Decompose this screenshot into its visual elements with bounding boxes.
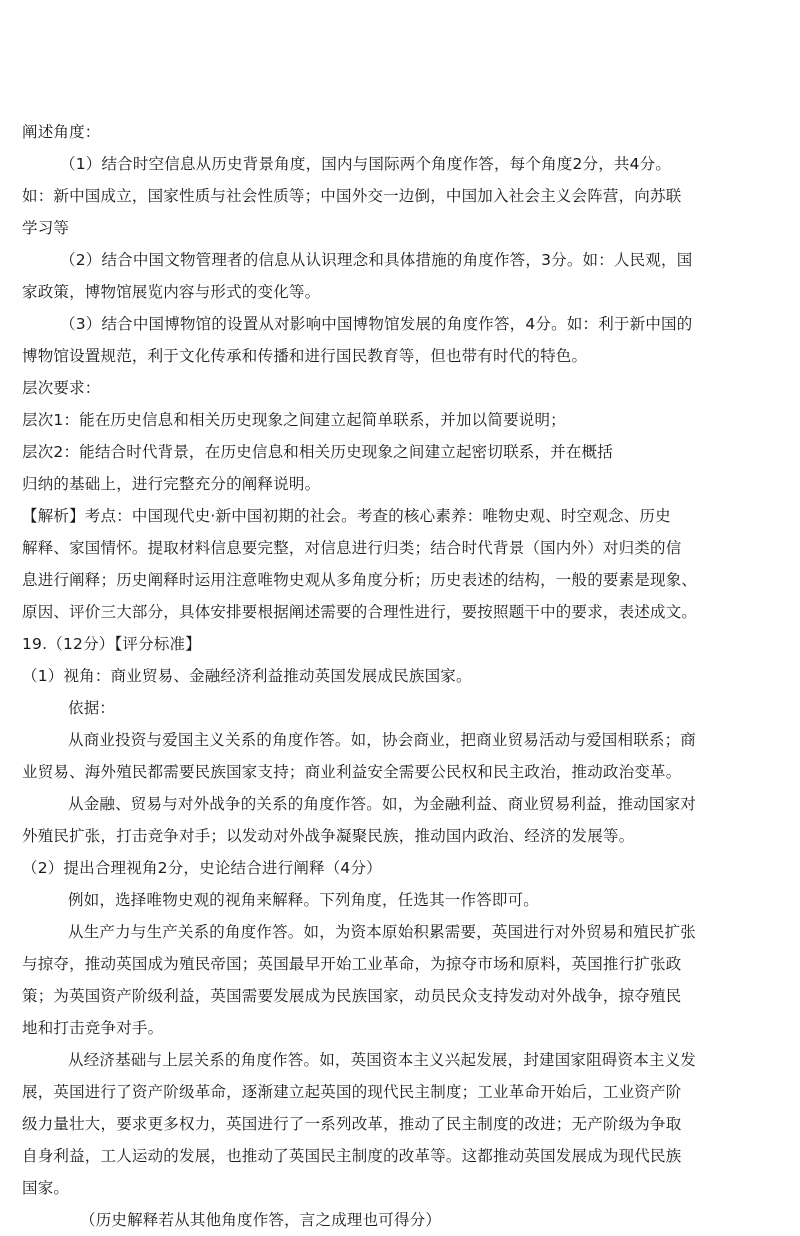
- analysis-line-2: 解释、家国情怀。提取材料信息要完整，对信息进行归类；结合时代背景（国内外）对归类的信: [22, 539, 682, 557]
- q19-angle-productivity-3: 策；为英国资产阶级利益，英国需要发展成为民族国家，动员民众支持发动对外战争，掠夺殖民: [22, 987, 682, 1005]
- q19-angle-base-5: 国家。: [22, 1179, 70, 1197]
- q19-basis-2-cont: 外殖民扩张，打击竞争对手；以发动对外战争凝聚民族，推动国内政治、经济的发展等。: [22, 827, 635, 845]
- angle-1-example: 如：新中国成立，国家性质与社会性质等；中国外交一边倒，中国加入社会主义会阵营，向苏联: [22, 187, 682, 205]
- q19-basis-label: 依据：: [68, 699, 116, 717]
- q19-angle-base-3: 级力量壮大，要求更多权力，英国进行了一系列改革，推动了民主制度的改进；无产阶级为争取: [22, 1115, 682, 1133]
- angle-1-example-cont: 学习等: [22, 219, 70, 237]
- q19-angle-productivity-4: 地和打击竞争对手。: [22, 1019, 164, 1037]
- q19-basis-1: 从商业投资与爱国主义关系的角度作答。如，协会商业，把商业贸易活动与爱国相联系；商: [68, 731, 697, 749]
- q19-note: （历史解释若从其他角度作答，言之成理也可得分）: [80, 1211, 442, 1229]
- q19-basis-2: 从金融、贸易与对外战争的关系的角度作答。如，为金融利益、商业贸易利益，推动国家对: [68, 795, 697, 813]
- level-2: 层次2：能结合时代背景，在历史信息和相关历史现象之间建立起密切联系，并在概括: [22, 443, 613, 461]
- angle-2-cont: 家政策，博物馆展览内容与形式的变化等。: [22, 283, 321, 301]
- heading-elaboration-angles: 阐述角度：: [22, 123, 101, 141]
- angle-3: （3）结合中国博物馆的设置从对影响中国博物馆发展的角度作答，4分。如：利于新中国的: [60, 315, 693, 333]
- question-19-title: 19.（12分）【评分标准】: [22, 635, 201, 653]
- angle-2: （2）结合中国文物管理者的信息从认识理念和具体措施的角度作答，3分。如：人民观，国: [60, 251, 693, 269]
- q19-part-2: （2）提出合理视角2分，史论结合进行阐释（4分）: [22, 859, 382, 877]
- analysis-line-1: 【解析】考点：中国现代史·新中国初期的社会。考查的核心素养：唯物史观、时空观念、历史: [22, 507, 671, 525]
- analysis-line-3: 息进行阐释；历史阐释时运用注意唯物史观从多角度分析；历史表述的结构，一般的要素是现象、: [22, 571, 698, 589]
- q19-perspective: （1）视角：商业贸易、金融经济利益推动英国发展成民族国家。: [22, 667, 472, 685]
- angle-1: （1）结合时空信息从历史背景角度，国内与国际两个角度作答，每个角度2分，共4分。: [60, 155, 672, 173]
- q19-basis-1-cont: 业贸易、海外殖民都需要民族国家支持；商业利益安全需要公民权和民主政治，推动政治变革。: [22, 763, 682, 781]
- q19-angle-base-2: 展，英国进行了资产阶级革命，逐渐建立起英国的现代民主制度；工业革命开始后，工业资产阶: [22, 1083, 682, 1101]
- heading-level-requirements: 层次要求：: [22, 379, 101, 397]
- level-2-cont: 归纳的基础上，进行完整充分的阐释说明。: [22, 475, 321, 493]
- analysis-line-4: 原因、评价三大部分，具体安排要根据阐述需要的合理性进行，要按照题干中的要求，表述成文。: [22, 603, 698, 621]
- q19-angle-productivity-2: 与掠夺，推动英国成为殖民帝国；英国最早开始工业革命，为掠夺市场和原料，英国推行扩张政: [22, 955, 682, 973]
- q19-angle-productivity: 从生产力与生产关系的角度作答。如，为资本原始积累需要，英国进行对外贸易和殖民扩张: [68, 923, 697, 941]
- q19-example-intro: 例如，选择唯物史观的视角来解释。下列角度，任选其一作答即可。: [68, 891, 540, 909]
- angle-3-cont: 博物馆设置规范，利于文化传承和传播和进行国民教育等，但也带有时代的特色。: [22, 347, 588, 365]
- level-1: 层次1：能在历史信息和相关历史现象之间建立起简单联系，并加以简要说明；: [22, 411, 566, 429]
- q19-angle-base: 从经济基础与上层关系的角度作答。如，英国资本主义兴起发展，封建国家阻碍资本主义发: [68, 1051, 697, 1069]
- q19-angle-base-4: 自身利益，工人运动的发展，也推动了英国民主制度的改革等。这都推动英国发展成为现代民族: [22, 1147, 682, 1165]
